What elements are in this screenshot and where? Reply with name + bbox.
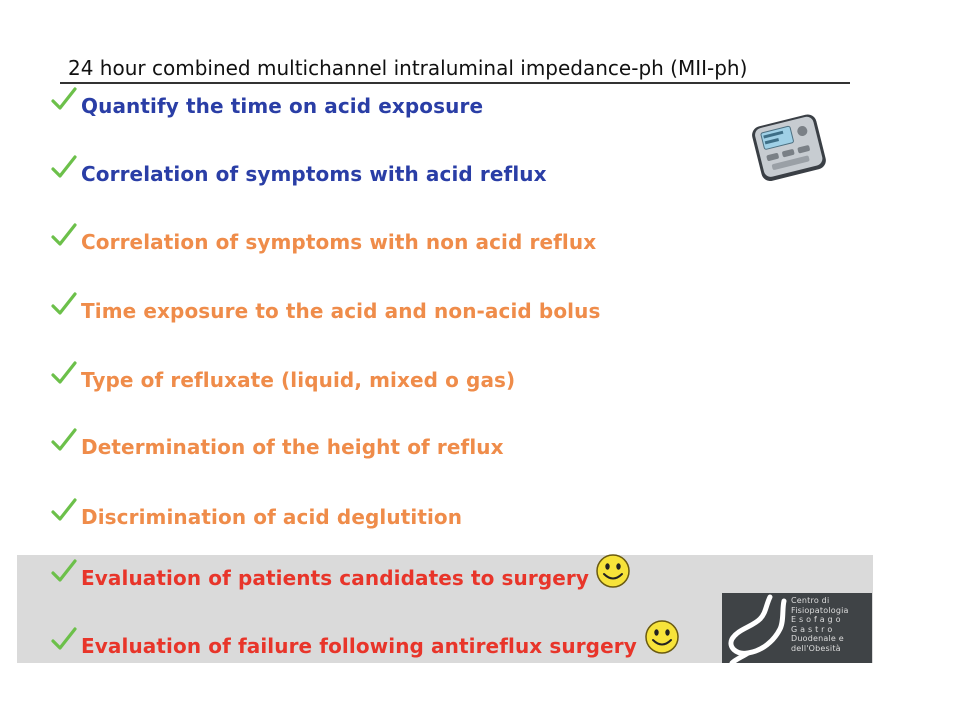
logo-line: Duodenale e: [791, 634, 844, 644]
list-item-label: Time exposure to the acid and non-acid bolus: [81, 299, 601, 323]
ph-monitor-device-icon: [746, 110, 830, 186]
checkmark-icon: [50, 558, 78, 584]
checkmark-icon: [50, 360, 78, 386]
list-item-label: Evaluation of failure following antireflux surgery: [81, 634, 637, 658]
logo-line: E s o f a g o: [791, 615, 841, 625]
checkmark-icon: [50, 497, 78, 523]
logo-line: G a s t r o: [791, 624, 833, 634]
logo-text: [791, 596, 871, 654]
list-item-label: Correlation of symptoms with non acid reflux: [81, 230, 597, 254]
title-underline: [60, 82, 850, 84]
list-item-label: Correlation of symptoms with acid reflux: [81, 162, 547, 186]
list-item-label: Discrimination of acid deglutition: [81, 505, 463, 529]
logo-line: Centro di: [791, 596, 830, 605]
list-item-label: Evaluation of patients candidates to surgery: [81, 566, 590, 590]
slide-title: 24 hour combined multichannel intraluminal impedance-ph (MII-ph): [68, 56, 748, 80]
checkmark-icon: [50, 291, 78, 317]
list-item-label: Type of refluxate (liquid, mixed o gas): [81, 368, 516, 392]
list-item-label: Determination of the height of reflux: [81, 435, 504, 459]
logo-line: Fisiopatologia: [791, 605, 849, 615]
smiley-icon: [643, 618, 681, 656]
checkmark-icon: [50, 86, 78, 112]
checkmark-icon: [50, 626, 78, 652]
smiley-icon: [594, 552, 632, 590]
checkmark-icon: [50, 154, 78, 180]
logo-line: dell'Obesità: [791, 643, 841, 653]
list-item-label: Quantify the time on acid exposure: [81, 94, 484, 118]
checkmark-icon: [50, 222, 78, 248]
checkmark-icon: [50, 427, 78, 453]
